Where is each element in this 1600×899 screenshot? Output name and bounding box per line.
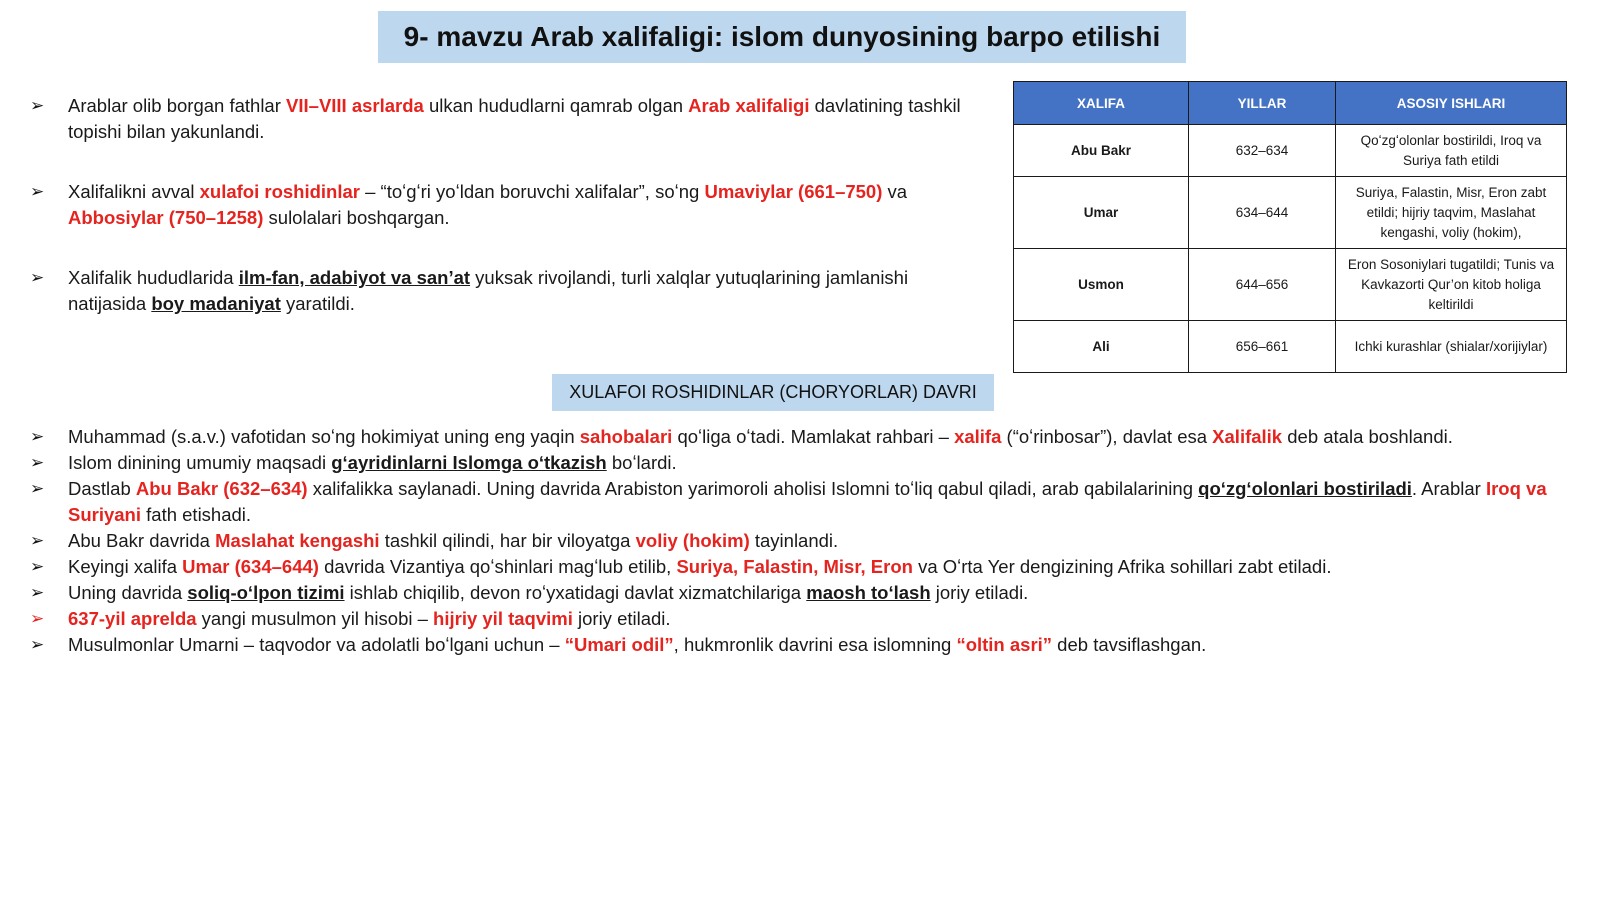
bullet-item [30, 606, 1560, 632]
caliph-name: Ali [1014, 321, 1189, 373]
bullet-item [30, 528, 1560, 554]
bullet-text: tashkil qilindi, har bir viloyatga [379, 530, 636, 551]
highlighted-text: hijriy yil taqvimi [433, 608, 573, 629]
bullet-text: . Arablar [1411, 478, 1486, 499]
slide-title: 9- mavzu Arab xalifaligi: islom dunyosining barpo etilishi [378, 11, 1186, 63]
bullet-text: Keyingi xalifa [68, 556, 183, 577]
bullet-item [30, 450, 1560, 476]
bullet-text: deb tavsiflashgan. [1052, 634, 1207, 655]
bullet-text: va Oʻrta Yer dengizining Afrika sohillari zabt etiladi. [912, 556, 1332, 577]
highlighted-text: gʻayridinlarni Islomga oʻtkazish [331, 452, 607, 473]
bullet-item [30, 93, 990, 145]
bullet-text: Muhammad (s.a.v.) vafotidan soʻng hokimiyat uning eng yaqin [68, 426, 580, 447]
highlighted-text: ilm-fan, adabiyot va san’at [238, 267, 471, 288]
bullet-text: Islom dinining umumiy maqsadi [68, 452, 332, 473]
arrow-bullet-icon: ➢ [30, 453, 45, 472]
bullet-text: qoʻliga oʻtadi. Mamlakat rahbari – [672, 426, 955, 447]
column-header-yillar: YILLAR [1189, 82, 1336, 125]
caliph-name: Usmon [1014, 249, 1189, 321]
bullet-text: Arablar olib borgan fathlar [68, 95, 287, 116]
bullet-text: Xalifalik hududlarida [68, 267, 239, 288]
highlighted-text: 637-yil aprelda [68, 608, 197, 629]
arrow-bullet-icon: ➢ [30, 427, 45, 446]
bullet-text: davrida Vizantiya qoʻshinlari magʻlub etilib, [318, 556, 677, 577]
caliph-works: Suriya, Falastin, Misr, Eron zabt etildi; hijriy taqvim, Maslahat kengashi, voliy (hokim), [1336, 177, 1567, 249]
bullet-text: va [882, 181, 908, 202]
caliph-name: Abu Bakr [1014, 125, 1189, 177]
caliph-years: 644–656 [1189, 249, 1336, 321]
bullet-text: yaratildi. [280, 293, 355, 314]
bullet-item [30, 265, 990, 317]
bullet-text: tayinlandi. [749, 530, 839, 551]
table-row [1014, 249, 1567, 321]
highlighted-text: Maslahat kengashi [215, 530, 380, 551]
arrow-bullet-icon: ➢ [30, 609, 45, 628]
arrow-bullet-icon: ➢ [30, 635, 45, 654]
bullet-text: (“oʻrinbosar”), davlat esa [1001, 426, 1213, 447]
bullet-text: joriy etiladi. [572, 608, 671, 629]
caliph-years: 656–661 [1189, 321, 1336, 373]
highlighted-text: “Umari odil” [564, 634, 674, 655]
bullet-text: – “toʻgʻri yoʻldan boruvchi xalifalar”, soʻng [359, 181, 705, 202]
bullet-text: xalifalikka saylanadi. Uning davrida Arabiston yarimoroli aholisi Islomni toʻliq qabul qiladi, arab qabilalarining [307, 478, 1199, 499]
highlighted-text: voliy (hokim) [635, 530, 750, 551]
bullet-text: Abu Bakr davrida [68, 530, 216, 551]
caliph-name: Umar [1014, 177, 1189, 249]
highlighted-text: Umar (634–644) [182, 556, 319, 577]
highlighted-text: xalifa [954, 426, 1002, 447]
bullet-item [30, 476, 1560, 528]
column-header-asosiy-ishlari: ASOSIY ISHLARI [1336, 82, 1567, 125]
table-header-row [1014, 82, 1567, 125]
arrow-bullet-icon: ➢ [30, 182, 45, 201]
highlighted-text: Xalifalik [1212, 426, 1283, 447]
bullet-item [30, 424, 1560, 450]
highlighted-text: qoʻzgʻolonlari bostiriladi [1198, 478, 1412, 499]
highlighted-text: Suriya, Falastin, Misr, Eron [676, 556, 913, 577]
highlighted-text: VII–VIII asrlarda [286, 95, 424, 116]
bullet-text: Xalifalikni avval [68, 181, 200, 202]
bullet-text: davlatining tashkil topishi bilan yakunlandi. [68, 95, 961, 142]
bullet-text: joriy etiladi. [930, 582, 1029, 603]
column-header-xalifa: XALIFA [1014, 82, 1189, 125]
arrow-bullet-icon: ➢ [30, 531, 45, 550]
arrow-bullet-icon: ➢ [30, 583, 45, 602]
arrow-bullet-icon: ➢ [30, 479, 45, 498]
caliph-years: 634–644 [1189, 177, 1336, 249]
highlighted-text: Abbosiylar (750–1258) [68, 207, 264, 228]
caliph-years: 632–634 [1189, 125, 1336, 177]
bullet-text: sulolalari boshqargan. [263, 207, 450, 228]
caliph-works: Qoʻzgʻolonlar bostirildi, Iroq va Suriya fath etildi [1336, 125, 1567, 177]
highlighted-text: sahobalari [579, 426, 673, 447]
table-row [1014, 125, 1567, 177]
arrow-bullet-icon: ➢ [30, 557, 45, 576]
table-row [1014, 321, 1567, 373]
caliphs-table [1013, 81, 1567, 373]
bullet-text: yuksak rivojlandi, turli xalqlar yutuqlarining jamlanishi natijasida [68, 267, 909, 314]
main-bullet-list [30, 424, 1560, 658]
bullet-text: yangi musulmon yil hisobi – [196, 608, 434, 629]
highlighted-text: xulafoi roshidinlar [199, 181, 360, 202]
arrow-bullet-icon: ➢ [30, 96, 45, 115]
highlighted-text: Abu Bakr (632–634) [135, 478, 308, 499]
bullet-text: Dastlab [68, 478, 136, 499]
bullet-item [30, 632, 1560, 658]
highlighted-text: Iroq va Suriyani [68, 478, 1547, 525]
bullet-text: Uning davrida [68, 582, 188, 603]
highlighted-text: “oltin asri” [956, 634, 1053, 655]
bullet-item [30, 554, 1560, 580]
bullet-text: Musulmonlar Umarni – taqvodor va adolatli boʻlgani uchun – [68, 634, 565, 655]
bullet-text: deb atala boshlandi. [1282, 426, 1453, 447]
bullet-text: ulkan hududlarni qamrab olgan [423, 95, 689, 116]
highlighted-text: Arab xalifaligi [688, 95, 810, 116]
highlighted-text: boy madaniyat [151, 293, 281, 314]
bullet-text: , hukmronlik davrini esa islomning [673, 634, 957, 655]
bullet-item [30, 179, 990, 231]
bullet-text: boʻlardi. [606, 452, 677, 473]
bullet-text: fath etishadi. [141, 504, 252, 525]
caliph-works: Ichki kurashlar (shialar/xorijiylar) [1336, 321, 1567, 373]
highlighted-text: Umaviylar (661–750) [704, 181, 883, 202]
bullet-item [30, 580, 1560, 606]
highlighted-text: soliq-oʻlpon tizimi [187, 582, 345, 603]
section-heading: XULAFOI ROSHIDINLAR (CHORYORLAR) DAVRI [552, 374, 994, 411]
table-row [1014, 177, 1567, 249]
bullet-text: ishlab chiqilib, devon roʻyxatidagi davlat xizmatchilariga [344, 582, 807, 603]
highlighted-text: maosh toʻlash [806, 582, 931, 603]
intro-bullet-list [30, 93, 990, 351]
caliph-works: Eron Sosoniylari tugatildi; Tunis va Kavkazorti Qur’on kitob holiga keltirildi [1336, 249, 1567, 321]
arrow-bullet-icon: ➢ [30, 268, 45, 287]
